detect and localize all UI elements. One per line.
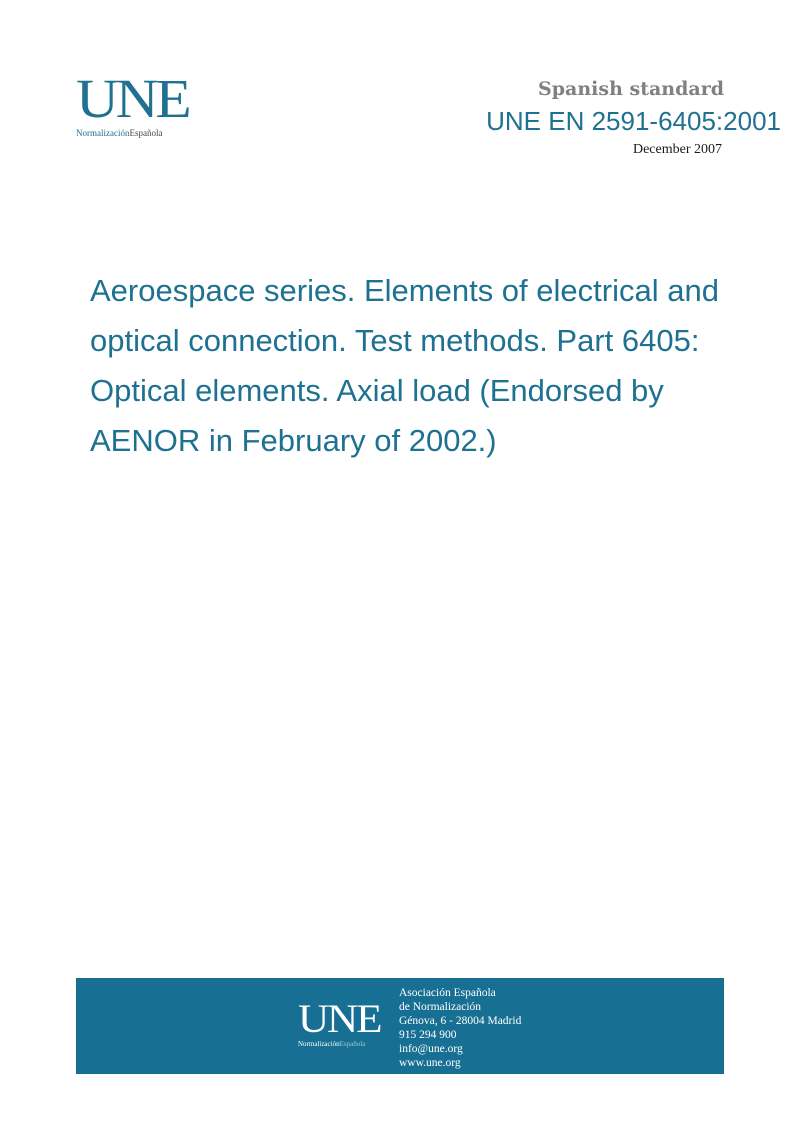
- une-logo-sub-secondary: Española: [129, 128, 163, 138]
- une-logo-sub-primary: Normalización: [76, 128, 130, 138]
- une-logo-subtitle: [76, 128, 196, 138]
- footer-logo-sub-secondary: Española: [339, 1040, 366, 1048]
- footer-logo-mark: UNE: [298, 996, 381, 1041]
- une-logo-mark: UNE: [76, 68, 189, 129]
- footer-une-logo: [298, 996, 388, 1052]
- footer-banner: [76, 978, 724, 1074]
- standard-code: UNE EN 2591-6405:2001: [486, 106, 781, 136]
- footer-org-line2: de Normalización: [399, 1001, 482, 1013]
- footer-org-line1: Asociación Española: [399, 987, 496, 999]
- footer-website: www.une.org: [399, 1057, 461, 1069]
- standard-type: Spanish standard: [538, 78, 724, 100]
- footer-phone: 915 294 900: [399, 1029, 457, 1041]
- footer-logo-sub-primary: Normalización: [298, 1040, 340, 1048]
- document-title: Aeroespace series. Elements of electrical and optical connection. Test methods. Part 6405: Optical elements. Axial load (Endorsed by AENOR in February of 2002.): [90, 273, 719, 458]
- footer-email: info@une.org: [399, 1043, 463, 1055]
- footer-logo-subtitle: [298, 1040, 388, 1048]
- une-logo: [76, 68, 196, 146]
- footer-address: Génova, 6 - 28004 Madrid: [399, 1015, 522, 1027]
- footer-contact-info: [399, 986, 521, 1070]
- standard-date: December 2007: [632, 142, 722, 157]
